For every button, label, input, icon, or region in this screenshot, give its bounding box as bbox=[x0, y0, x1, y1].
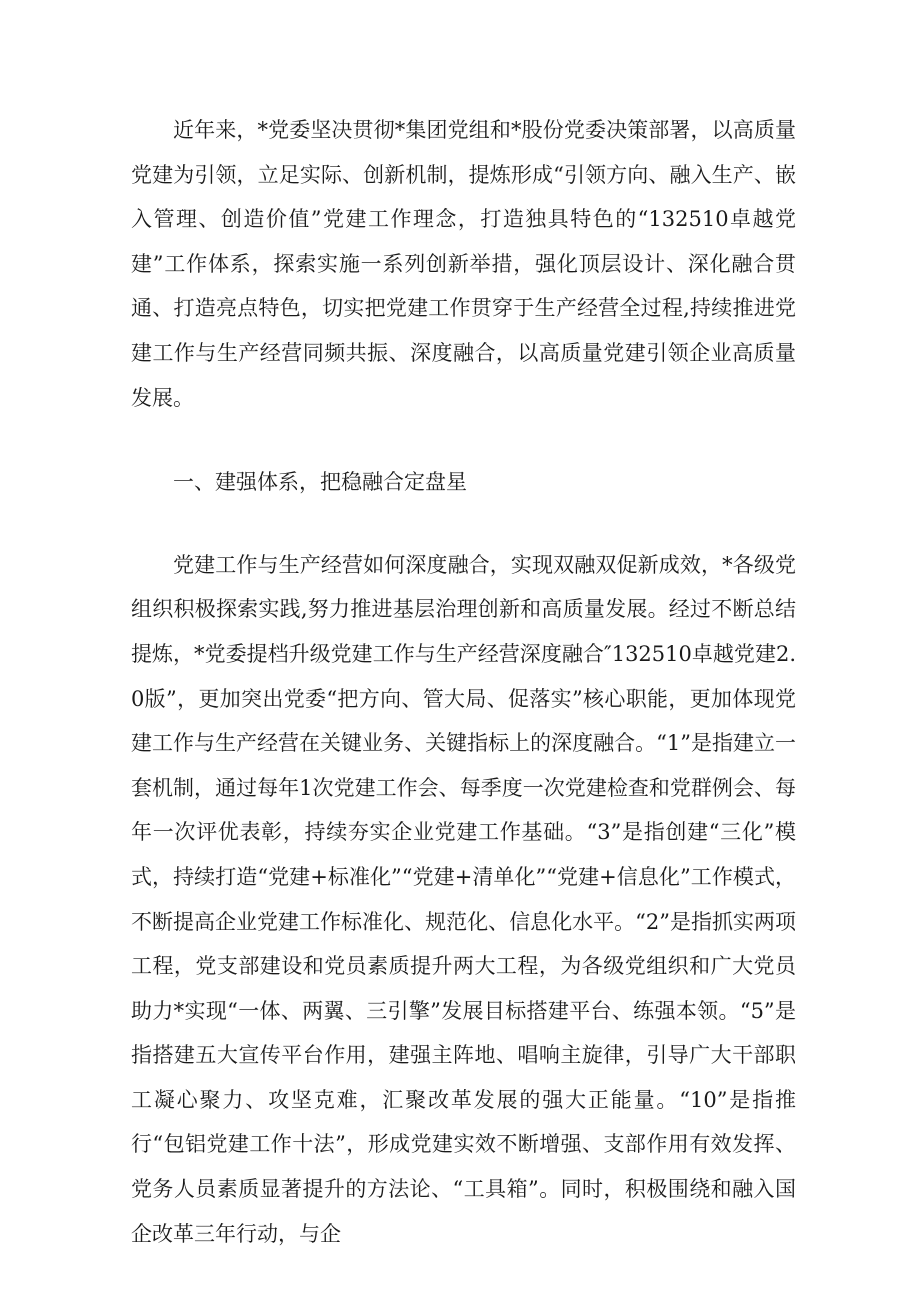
document-body bbox=[131, 108, 796, 1256]
intro-paragraph: 近年来，*党委坚决贯彻*集团党组和*股份党委决策部署，以高质量党建为引领，立足实际、创新机制，提炼形成“引领方向、融入生产、嵌入管理、创造价值”党建工作理念，打造独具特色的“132510卓越党建”工作体系，探索实施一系列创新举措，强化顶层设计、深化融合贯通、打造亮点特色，切实把党建工作贯穿于生产经营全过程,持续推进党建工作与生产经营同频共振、深度融合，以高质量党建引领企业高质量发展。 bbox=[131, 118, 796, 410]
section-body-paragraph: 党建工作与生产经营如何深度融合，实现双融双促新成效，*各级党组织积极探索实践,努力推进基层治理创新和高质量发展。经过不断总结提炼，*党委提档升级党建工作与生产经营深度融合″132510卓越党建2.0版”，更加突出党委“把方向、管大局、促落实”核心职能，更加体现党建工作与生产经营在关键业务、关键指标上的深度融合。“1”是指建立一套机制，通过每年1次党建工作会、每季度一次党建检查和党群例会、每年一次评优表彰，持续夯实企业党建工作基础。“3”是指创建“三化”模式，持续打造“党建+标准化”“党建+清单化”“党建+信息化”工作模式，不断提高企业党建工作标准化、规范化、信息化水平。“2”是指抓实两项工程，党支部建设和党员素质提升两大工程，为各级党组织和广大党员助力*实现“一体、两翼、三引擎”发展目标搭建平台、练强本领。“5”是指搭建五大宣传平台作用，建强主阵地、唱响主旋律，引导广大干部职工凝心聚力、攻坚克难，汇聚改革发展的强大正能量。“10”是指推行“包铝党建工作十法”，形成党建实效不断增强、支部作用有效发挥、党务人员素质显著提升的方法论、“工具箱”。同时，积极围绕和融入国企改革三年行动，与企 bbox=[131, 552, 796, 1246]
section-heading: 一、建强体系，把稳融合定盘星 bbox=[173, 470, 467, 495]
